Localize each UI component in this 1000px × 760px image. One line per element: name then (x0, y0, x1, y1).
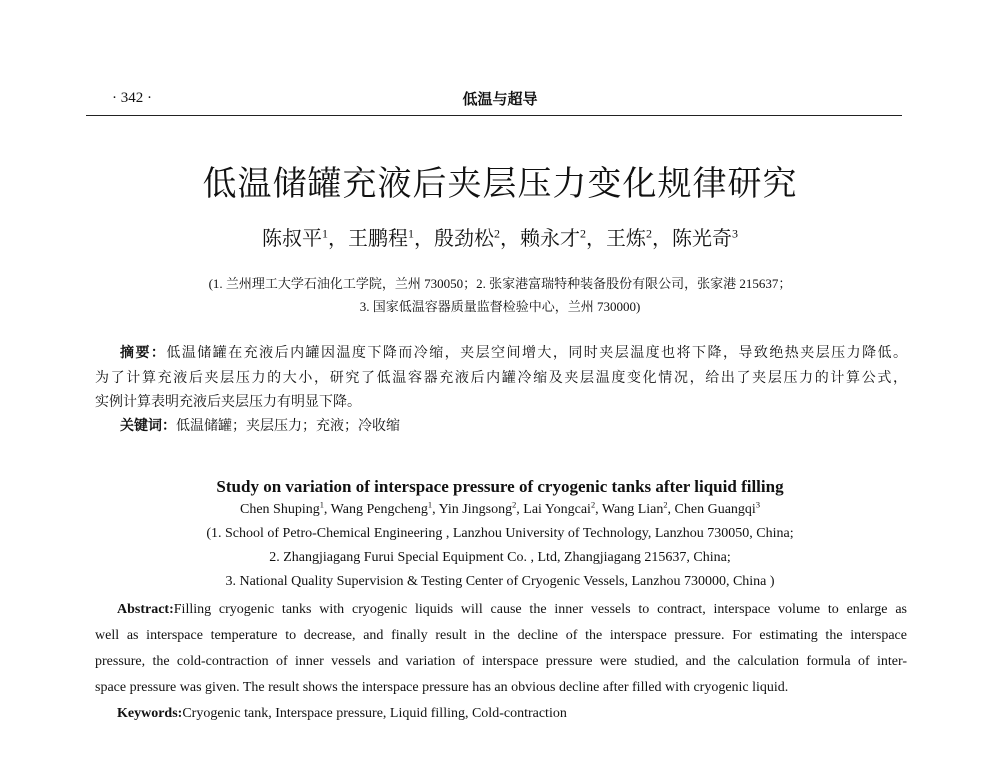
author: ，殷劲松 (414, 228, 494, 250)
author: ，王鹏程 (328, 228, 408, 250)
author: , Wang Lian (595, 502, 664, 517)
journal-name: 低温与超导 (462, 92, 538, 108)
authors-en (0, 502, 1000, 518)
paper-title-cn: 低温储罐充液后夹层压力变化规律研究 (202, 164, 798, 204)
paper-title-en: Study on variation of interspace pressure of cryogenic tanks after liquid filling (216, 477, 784, 496)
author: ，赖永才 (500, 228, 580, 250)
abstract-text: 低温储罐在充液后内罐因温度下降而冷缩，夹层空间增大，同时夹层温度也将下降，导致绝热夹层压力降低。 (166, 346, 908, 361)
author-sup: 3 (755, 500, 760, 510)
author-sup: 2 (663, 500, 668, 510)
abstract-en-line: space pressure was given. The result shows the interspace pressure has an obvious decline after filled with cryogenic liquid. (95, 680, 789, 695)
author-sup: 3 (732, 226, 738, 241)
affiliation-cn: (1. 兰州理工大学石油化工学院，兰州 730050；2. 张家港富瑞特种装备股份有限公司，张家港 215637； (208, 276, 792, 291)
author: ，王炼 (586, 228, 646, 250)
author-sup: 1 (427, 500, 433, 510)
author-sup: 2 (590, 500, 596, 510)
author-sup: 2 (494, 226, 500, 241)
author-sup: 1 (408, 226, 414, 241)
author-sup: 2 (580, 226, 586, 241)
keywords-label-cn: 关键词： (120, 419, 176, 434)
authors-cn (0, 222, 1000, 251)
author-sup: 1 (319, 500, 324, 510)
abstract-label-cn: 摘要： (120, 346, 167, 361)
author-sup: 1 (322, 226, 328, 241)
abstract-en-line: well as interspace temperature to decrease, and finally result in the decline of the interspace pressure. For estimating the interspace (95, 628, 907, 643)
page-number: · 342 · (112, 90, 152, 106)
author: , Yin Jingsong (432, 502, 513, 517)
affiliation-cn: 3. 国家低温容器质量监督检验中心，兰州 730000) (359, 299, 641, 314)
abstract-en-line: pressure, the cold-contraction of inner vessels and variation of interspace pressure were studied, and the calculation formula of inter- (95, 654, 907, 669)
abstract-cn-line: 实例计算表明充液后夹层压力有明显下降。 (95, 395, 361, 410)
author: , Chen Guangqi (667, 502, 756, 517)
keywords-cn (120, 415, 932, 435)
abstract-label-en: Abstract: (117, 602, 174, 617)
header-rule (86, 115, 902, 116)
author: , Lai Yongcai (516, 502, 591, 517)
keywords-en (117, 706, 929, 722)
keywords-label-en: Keywords: (117, 706, 183, 721)
author-sup: 2 (512, 500, 517, 510)
author-sup: 2 (646, 226, 652, 241)
author: ，陈光奇 (652, 228, 732, 250)
author: , Wang Pengcheng (323, 502, 428, 517)
abstract-en-line (117, 602, 907, 618)
abstract-text: Filling cryogenic tanks with cryogenic liquids will cause the inner vessels to contract, interspace volume to enlarge as (173, 602, 907, 617)
abstract-cn-line (120, 342, 907, 362)
affiliation-en: (1. School of Petro-Chemical Engineering , Lanzhou University of Technology, Lanzhou 730050, China; (206, 526, 794, 541)
affiliation-en: 2. Zhangjiagang Furui Special Equipment Co. , Ltd, Zhangjiagang 215637, China; (269, 550, 731, 565)
affiliation-en: 3. National Quality Supervision & Testing Center of Cryogenic Vessels, Lanzhou 730000, China ) (225, 574, 775, 589)
keywords-text: Cryogenic tank, Interspace pressure, Liquid filling, Cold-contraction (182, 706, 567, 721)
keywords-text: 低温储罐；夹层压力；充液；冷收缩 (176, 419, 400, 434)
author: Chen Shuping (240, 502, 320, 517)
author: 陈叔平 (262, 228, 322, 250)
abstract-cn-line: 为了计算充液后夹层压力的大小，研究了低温容器充液后内罐冷缩及夹层温度变化情况，给出了夹层压力的计算公式， (95, 371, 907, 386)
